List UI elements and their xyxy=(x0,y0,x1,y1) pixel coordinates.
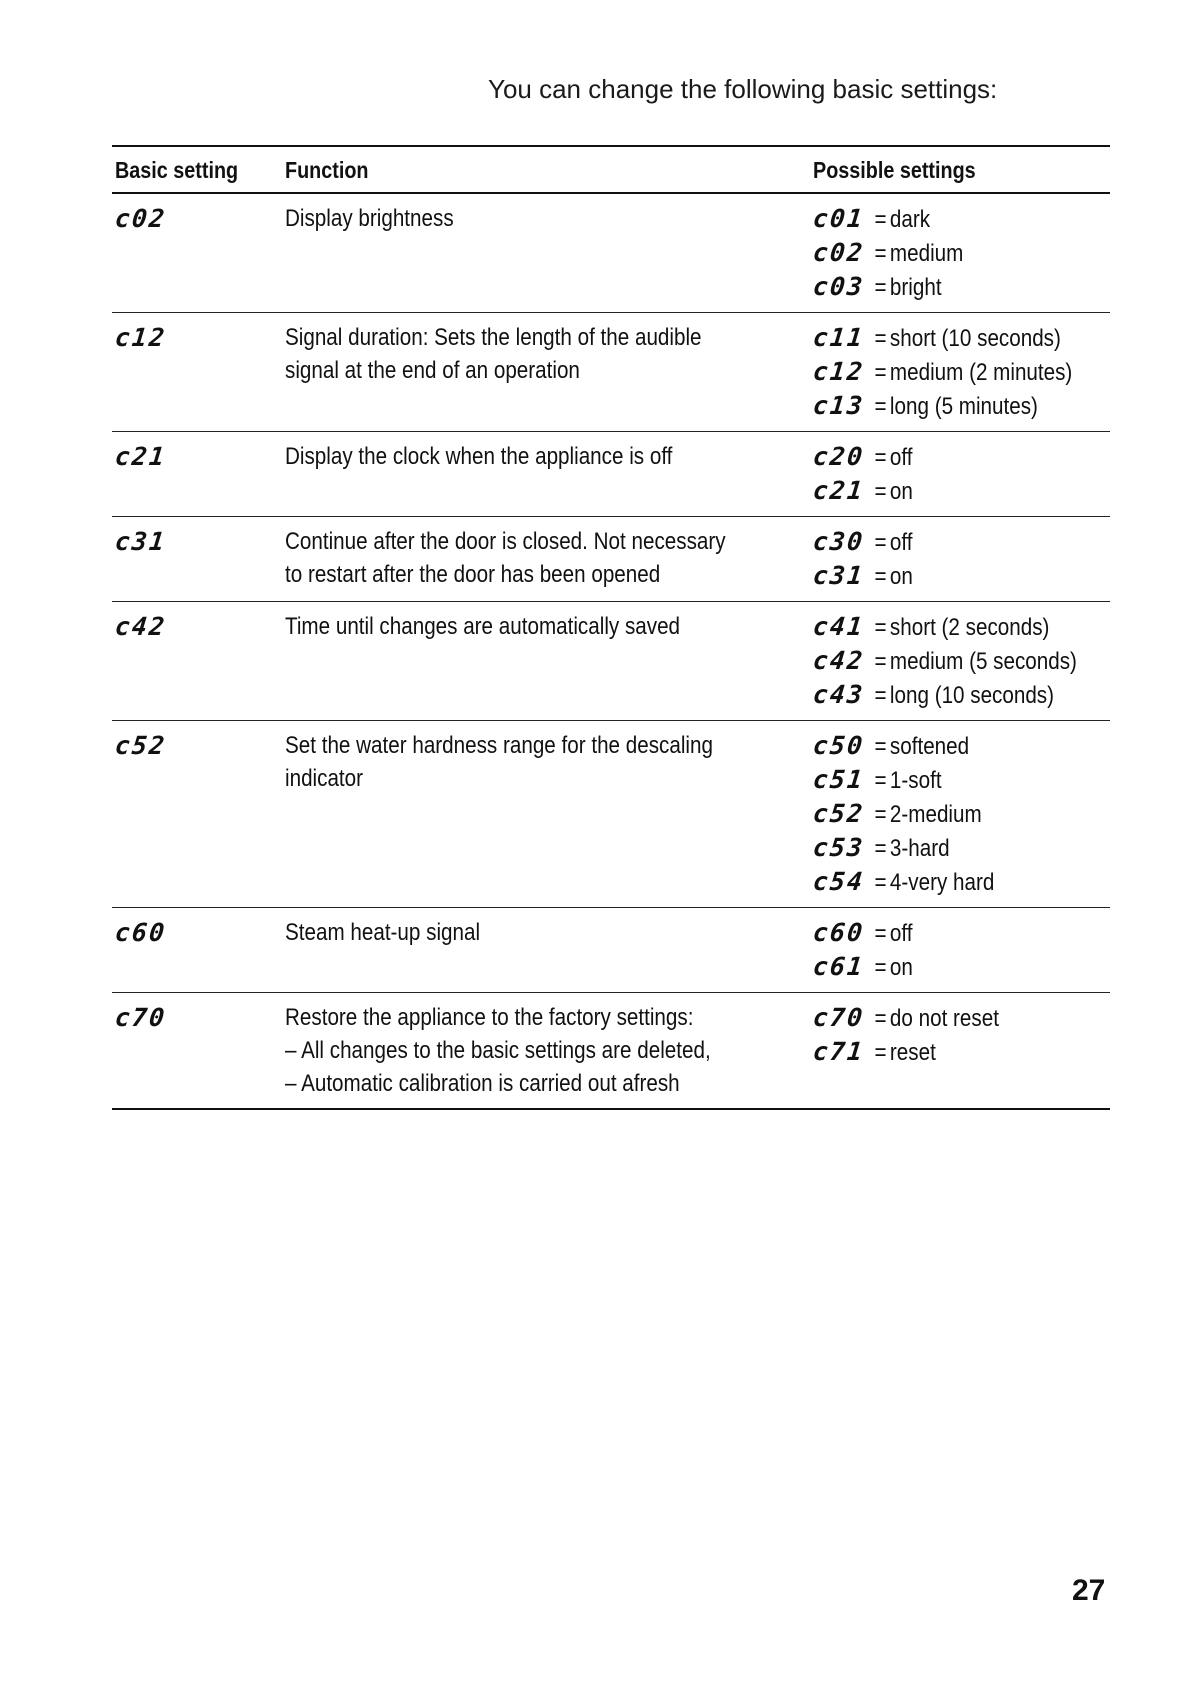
possible-settings-cell xyxy=(810,602,1110,721)
function-text: Signal duration: Sets the length of the audible xyxy=(285,324,702,351)
equals-sign: = xyxy=(874,869,887,896)
basic-setting-cell xyxy=(112,721,282,908)
option-line xyxy=(813,440,1110,474)
option-text-wrap xyxy=(871,1036,936,1069)
option-code: c52 xyxy=(811,799,866,828)
possible-settings-cell xyxy=(810,993,1110,1110)
option-text-wrap xyxy=(871,730,969,763)
equals-sign: = xyxy=(874,444,887,471)
equals-sign: = xyxy=(874,240,887,267)
function-cell xyxy=(282,313,809,432)
header-basic-setting-label: Basic setting xyxy=(115,157,239,183)
equals-sign: = xyxy=(874,1005,887,1032)
table-header-row xyxy=(112,146,1110,193)
function-text: Display brightness xyxy=(285,205,454,232)
option-code: c21 xyxy=(811,476,866,505)
option-text: 4-very hard xyxy=(889,869,994,896)
page-number: 27 xyxy=(1072,1574,1106,1607)
setting-code: c02 xyxy=(113,204,168,233)
option-text-wrap xyxy=(871,679,1054,712)
option-code: c30 xyxy=(811,527,866,556)
equals-sign: = xyxy=(874,393,887,420)
option-line xyxy=(813,321,1110,355)
option-code: c71 xyxy=(811,1037,866,1066)
equals-sign: = xyxy=(874,682,887,709)
function-text: to restart after the door has been opened xyxy=(285,561,661,588)
option-text: medium xyxy=(889,240,963,267)
setting-code: c70 xyxy=(113,1003,168,1032)
header-possible-settings-label: Possible settings xyxy=(812,157,976,183)
basic-setting-cell xyxy=(112,517,282,602)
setting-code: c60 xyxy=(113,918,168,947)
option-text-wrap xyxy=(871,1002,999,1035)
equals-sign: = xyxy=(874,835,887,862)
option-text-wrap xyxy=(871,611,1049,644)
option-code: c31 xyxy=(811,561,866,590)
option-text: on xyxy=(889,563,913,590)
equals-sign: = xyxy=(874,920,887,947)
option-text-wrap xyxy=(871,832,950,865)
function-text: Time until changes are automatically saved xyxy=(285,613,681,640)
function-text-line xyxy=(285,916,797,949)
table-row xyxy=(112,993,1110,1110)
function-text: Steam heat-up signal xyxy=(285,919,481,946)
option-line xyxy=(813,916,1110,950)
equals-sign: = xyxy=(874,274,887,301)
function-text-line xyxy=(285,525,797,558)
option-text-wrap xyxy=(871,322,1061,355)
basic-setting-cell xyxy=(112,602,282,721)
function-text-line xyxy=(285,610,797,643)
function-text: – Automatic calibration is carried out afresh xyxy=(285,1070,680,1097)
function-text: Continue after the door is closed. Not necessary xyxy=(285,528,726,555)
option-text-wrap xyxy=(871,271,942,304)
table-row xyxy=(112,721,1110,908)
option-line xyxy=(813,831,1110,865)
option-text-wrap xyxy=(871,917,913,950)
option-line xyxy=(813,525,1110,559)
option-text: 3-hard xyxy=(889,835,950,862)
table-body xyxy=(112,193,1110,1109)
function-text: Restore the appliance to the factory settings: xyxy=(285,1004,694,1031)
option-text-wrap xyxy=(871,866,994,899)
option-line xyxy=(813,559,1110,593)
function-text-line xyxy=(285,1034,797,1067)
header-function xyxy=(282,146,809,193)
option-code: c01 xyxy=(811,204,866,233)
basic-setting-cell xyxy=(112,313,282,432)
option-code: c61 xyxy=(811,952,866,981)
option-text: dark xyxy=(889,206,930,233)
table-row xyxy=(112,908,1110,993)
option-text: off xyxy=(889,920,913,947)
option-line xyxy=(813,950,1110,984)
basic-setting-cell xyxy=(112,908,282,993)
option-code: c53 xyxy=(811,833,866,862)
equals-sign: = xyxy=(874,954,887,981)
equals-sign: = xyxy=(874,529,887,556)
function-text: Display the clock when the appliance is off xyxy=(285,443,673,470)
option-code: c60 xyxy=(811,918,866,947)
equals-sign: = xyxy=(874,648,887,675)
option-text-wrap xyxy=(871,798,982,831)
function-text: indicator xyxy=(285,765,364,792)
option-text-wrap xyxy=(871,390,1038,423)
option-code: c12 xyxy=(811,357,866,386)
function-text-line xyxy=(285,729,797,762)
function-text: signal at the end of an operation xyxy=(285,357,581,384)
option-line xyxy=(813,644,1110,678)
option-code: c41 xyxy=(811,612,866,641)
equals-sign: = xyxy=(874,733,887,760)
function-cell xyxy=(282,602,809,721)
option-line xyxy=(813,797,1110,831)
option-text-wrap xyxy=(871,475,913,508)
basic-setting-cell xyxy=(112,193,282,313)
table-row xyxy=(112,602,1110,721)
function-text-line xyxy=(285,558,797,591)
possible-settings-cell xyxy=(810,908,1110,993)
option-line xyxy=(813,355,1110,389)
option-line xyxy=(813,270,1110,304)
possible-settings-cell xyxy=(810,721,1110,908)
equals-sign: = xyxy=(874,563,887,590)
function-cell xyxy=(282,517,809,602)
option-line xyxy=(813,474,1110,508)
basic-setting-cell xyxy=(112,993,282,1110)
function-text: Set the water hardness range for the descaling xyxy=(285,732,714,759)
option-text: reset xyxy=(889,1039,936,1066)
option-text: off xyxy=(889,529,913,556)
function-text-line xyxy=(285,321,797,354)
option-text-wrap xyxy=(871,645,1077,678)
option-text: off xyxy=(889,444,913,471)
option-code: c51 xyxy=(811,765,866,794)
possible-settings-cell xyxy=(810,432,1110,517)
option-text-wrap xyxy=(871,560,913,593)
equals-sign: = xyxy=(874,614,887,641)
option-line xyxy=(813,763,1110,797)
option-text: short (10 seconds) xyxy=(889,325,1061,352)
option-text-wrap xyxy=(871,203,930,236)
option-text: 2-medium xyxy=(889,801,982,828)
function-text-line xyxy=(285,202,797,235)
option-code: c13 xyxy=(811,391,866,420)
option-text: bright xyxy=(889,274,942,301)
option-line xyxy=(813,678,1110,712)
function-text-line xyxy=(285,762,797,795)
option-text: medium (5 seconds) xyxy=(889,648,1077,675)
option-code: c43 xyxy=(811,680,866,709)
setting-code: c42 xyxy=(113,612,168,641)
table-row xyxy=(112,193,1110,313)
option-line xyxy=(813,1035,1110,1069)
option-text: medium (2 minutes) xyxy=(889,359,1072,386)
option-line xyxy=(813,389,1110,423)
function-text-line xyxy=(285,1067,797,1100)
option-text: on xyxy=(889,478,913,505)
setting-code: c21 xyxy=(113,442,168,471)
option-text-wrap xyxy=(871,526,913,559)
possible-settings-cell xyxy=(810,313,1110,432)
option-code: c70 xyxy=(811,1003,866,1032)
option-text: short (2 seconds) xyxy=(889,614,1049,641)
option-line xyxy=(813,865,1110,899)
option-text-wrap xyxy=(871,237,963,270)
option-code: c20 xyxy=(811,442,866,471)
equals-sign: = xyxy=(874,359,887,386)
function-text-line xyxy=(285,440,797,473)
option-text-wrap xyxy=(871,356,1072,389)
option-line xyxy=(813,202,1110,236)
option-text-wrap xyxy=(871,764,942,797)
equals-sign: = xyxy=(874,478,887,505)
header-possible-settings xyxy=(810,146,1110,193)
option-code: c54 xyxy=(811,867,866,896)
function-cell xyxy=(282,908,809,993)
function-text-line xyxy=(285,354,797,387)
equals-sign: = xyxy=(874,206,887,233)
function-cell xyxy=(282,432,809,517)
function-cell xyxy=(282,993,809,1110)
option-code: c50 xyxy=(811,731,866,760)
possible-settings-cell xyxy=(810,517,1110,602)
option-text-wrap xyxy=(871,951,913,984)
header-basic-setting xyxy=(112,146,282,193)
option-text: 1-soft xyxy=(889,767,942,794)
option-text: on xyxy=(889,954,913,981)
equals-sign: = xyxy=(874,767,887,794)
table-row xyxy=(112,313,1110,432)
equals-sign: = xyxy=(874,1039,887,1066)
option-text: long (10 seconds) xyxy=(889,682,1054,709)
option-line xyxy=(813,236,1110,270)
option-text: softened xyxy=(889,733,969,760)
option-line xyxy=(813,1001,1110,1035)
option-code: c02 xyxy=(811,238,866,267)
table-row xyxy=(112,517,1110,602)
intro-text: You can change the following basic settings: xyxy=(488,74,998,104)
equals-sign: = xyxy=(874,801,887,828)
option-code: c11 xyxy=(811,323,866,352)
setting-code: c12 xyxy=(113,323,168,352)
function-text-line xyxy=(285,1001,797,1034)
function-cell xyxy=(282,721,809,908)
option-code: c03 xyxy=(811,272,866,301)
option-text: long (5 minutes) xyxy=(889,393,1038,420)
function-cell xyxy=(282,193,809,313)
table-row xyxy=(112,432,1110,517)
option-text: do not reset xyxy=(889,1005,999,1032)
function-text: – All changes to the basic settings are deleted, xyxy=(285,1037,711,1064)
equals-sign: = xyxy=(874,325,887,352)
basic-setting-cell xyxy=(112,432,282,517)
option-code: c42 xyxy=(811,646,866,675)
possible-settings-cell xyxy=(810,193,1110,313)
header-function-label: Function xyxy=(285,157,369,183)
option-line xyxy=(813,610,1110,644)
option-line xyxy=(813,729,1110,763)
option-text-wrap xyxy=(871,441,913,474)
setting-code: c52 xyxy=(113,731,168,760)
basic-settings-table xyxy=(112,145,1110,1110)
setting-code: c31 xyxy=(113,527,168,556)
